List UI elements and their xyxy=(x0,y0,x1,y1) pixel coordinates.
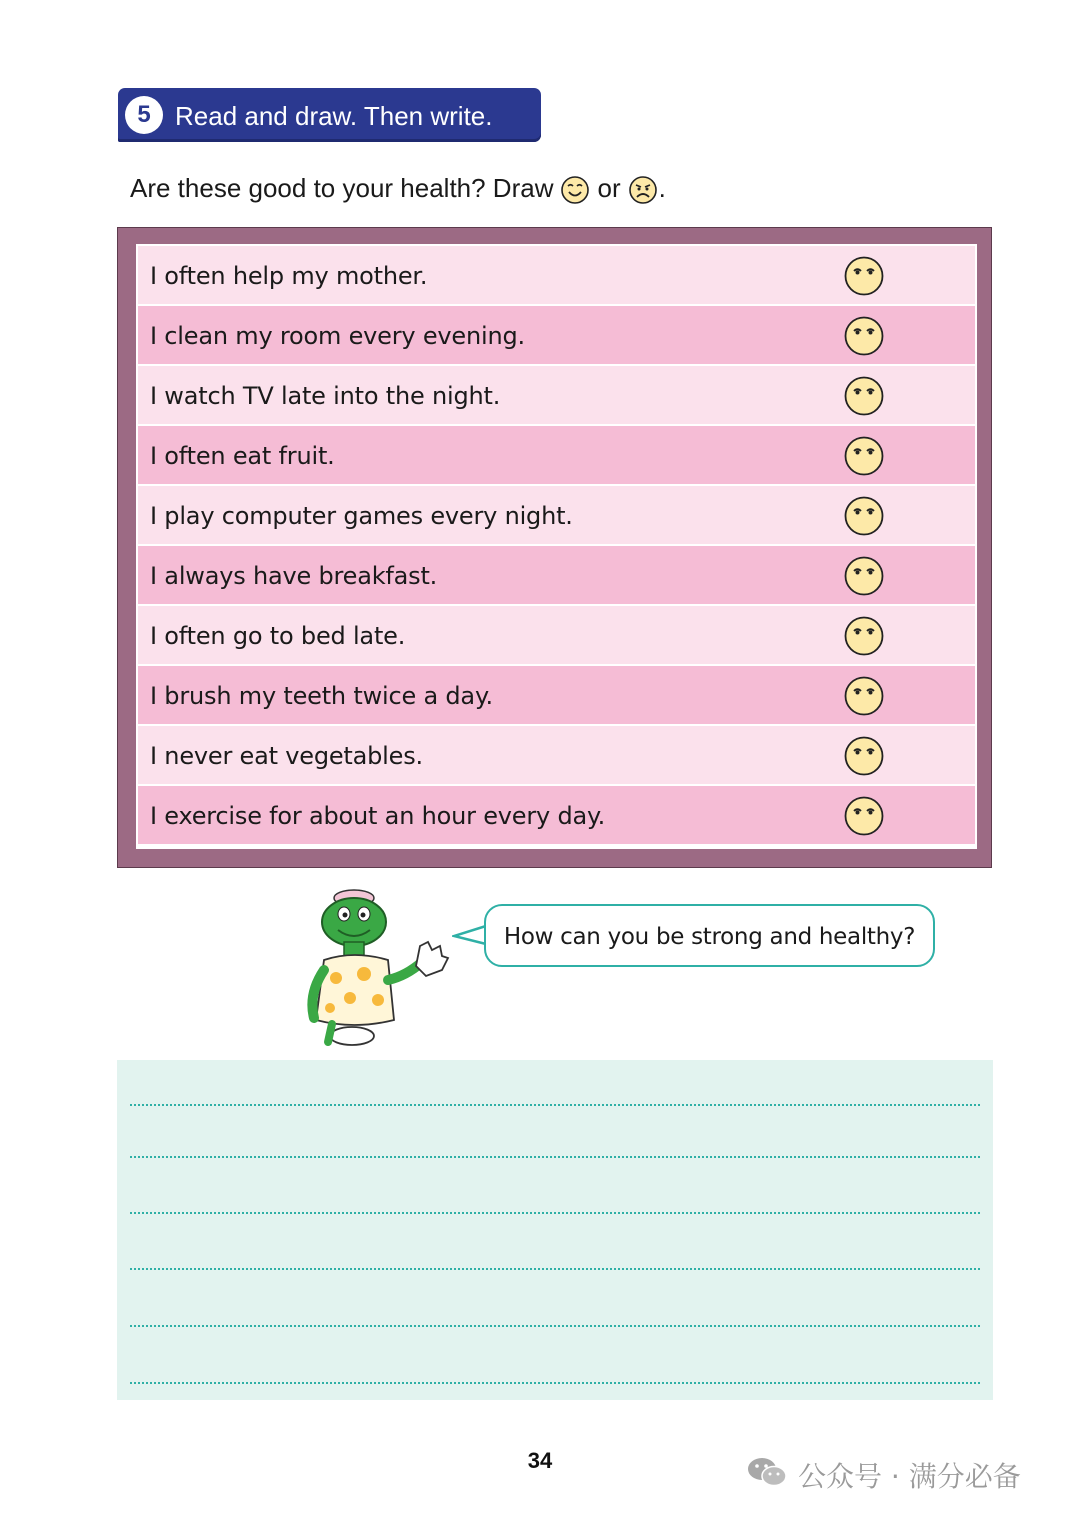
wechat-icon xyxy=(746,1455,788,1496)
writing-line[interactable] xyxy=(130,1212,980,1214)
happy-face-icon xyxy=(560,170,590,206)
writing-line[interactable] xyxy=(130,1268,980,1270)
blank-face-icon[interactable] xyxy=(844,736,884,780)
blank-face-icon[interactable] xyxy=(844,316,884,360)
blank-face-icon[interactable] xyxy=(844,676,884,720)
blank-face-icon[interactable] xyxy=(844,256,884,300)
table-row xyxy=(138,246,975,304)
writing-line[interactable] xyxy=(130,1325,980,1327)
table-row xyxy=(138,366,975,424)
speech-bubble xyxy=(484,904,935,967)
instruction-prefix: Are these good to your health? Draw xyxy=(130,173,554,203)
table-row xyxy=(138,426,975,484)
instruction xyxy=(130,170,666,206)
blank-face-icon[interactable] xyxy=(844,616,884,660)
exercise-header xyxy=(118,88,541,142)
blank-face-icon[interactable] xyxy=(844,436,884,480)
writing-area[interactable] xyxy=(117,1060,993,1400)
row-text: I watch TV late into the night. xyxy=(150,382,501,410)
activity-table xyxy=(136,244,977,849)
instruction-suffix: . xyxy=(658,173,666,203)
table-row xyxy=(138,306,975,364)
row-text: I always have breakfast. xyxy=(150,562,438,590)
table-row xyxy=(138,726,975,784)
speech-bubble-tail xyxy=(452,924,488,946)
blank-face-icon[interactable] xyxy=(844,376,884,420)
page-number: 34 xyxy=(527,1448,553,1473)
row-text: I often go to bed late. xyxy=(150,622,406,650)
row-text: I often eat fruit. xyxy=(150,442,335,470)
writing-line[interactable] xyxy=(130,1382,980,1384)
row-text: I never eat vegetables. xyxy=(150,742,423,770)
row-text: I often help my mother. xyxy=(150,262,428,290)
table-row xyxy=(138,486,975,544)
table-row xyxy=(138,606,975,664)
activity-table-frame xyxy=(117,227,992,868)
table-row xyxy=(138,666,975,724)
turtle-character-illustration xyxy=(302,884,452,1054)
row-text: I play computer games every night. xyxy=(150,502,573,530)
exercise-number: 5 xyxy=(125,96,163,134)
blank-face-icon[interactable] xyxy=(844,796,884,840)
watermark xyxy=(746,1455,1021,1495)
row-text: I clean my room every evening. xyxy=(150,322,525,350)
speech-bubble-text: How can you be strong and healthy? xyxy=(503,924,916,950)
blank-face-icon[interactable] xyxy=(844,496,884,540)
sad-face-icon xyxy=(628,170,658,206)
table-row xyxy=(138,786,975,844)
table-row xyxy=(138,546,975,604)
exercise-title: Read and draw. Then write. xyxy=(175,101,493,131)
writing-line[interactable] xyxy=(130,1156,980,1158)
row-text: I brush my teeth twice a day. xyxy=(150,682,493,710)
watermark-text: 公众号 · 满分必备 xyxy=(798,1460,1021,1493)
writing-line[interactable] xyxy=(130,1104,980,1106)
instruction-connector: or xyxy=(597,173,621,203)
row-text: I exercise for about an hour every day. xyxy=(150,802,606,830)
blank-face-icon[interactable] xyxy=(844,556,884,600)
